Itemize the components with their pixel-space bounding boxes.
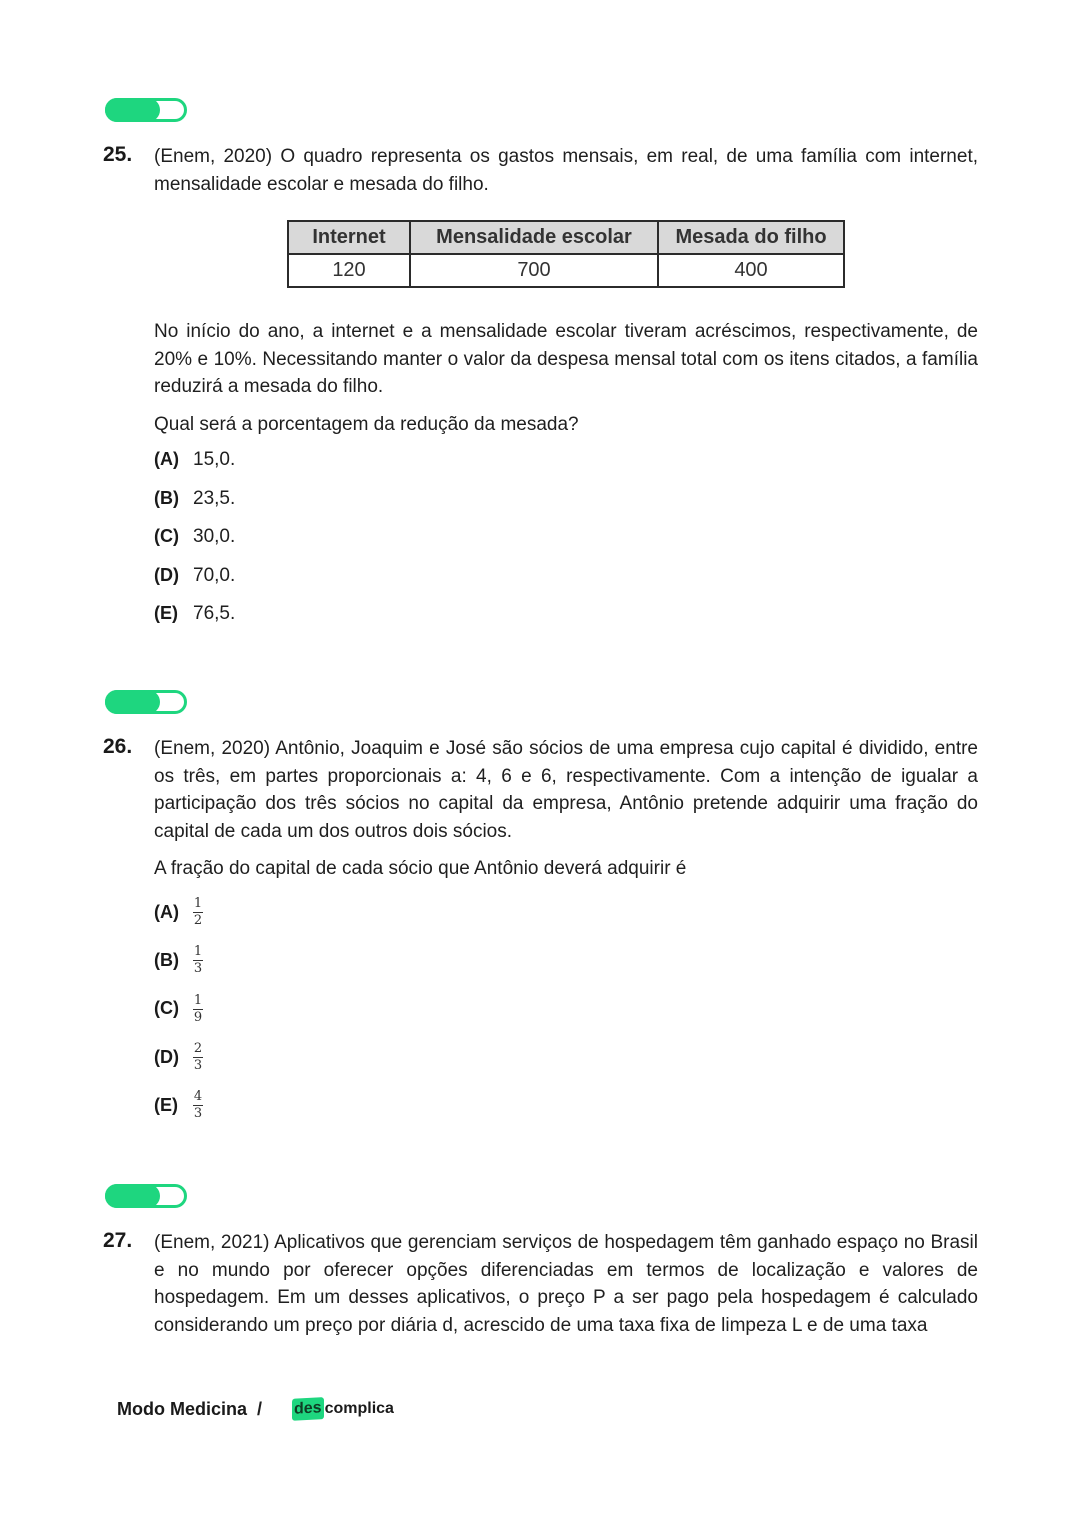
- fraction: $\frac{1}{2}$: [193, 896, 203, 929]
- option-a[interactable]: (A) 15,0.: [154, 449, 236, 471]
- fraction: $\frac{1}{9}$: [193, 992, 203, 1025]
- footer: [117, 1398, 394, 1420]
- question-number: 25.: [103, 143, 133, 166]
- option-c[interactable]: (C) 30,0.: [154, 526, 236, 548]
- question-27: [103, 1229, 978, 1349]
- option-d[interactable]: (D) $\frac{2}{3}$: [154, 1041, 203, 1074]
- table-header: Internet: [288, 221, 410, 254]
- table-header: Mensalidade escolar: [410, 221, 658, 254]
- option-b[interactable]: (B) $\frac{1}{3}$: [154, 944, 203, 977]
- toggle-icon: [105, 1184, 187, 1208]
- table-cell: 120: [288, 254, 410, 287]
- fraction: $\frac{4}{3}$: [193, 1089, 203, 1122]
- table-row: [288, 254, 844, 287]
- table-header: Mesada do filho: [658, 221, 844, 254]
- option-a[interactable]: (A) $\frac{1}{2}$: [154, 896, 203, 929]
- question-prompt: A fração do capital de cada sócio que Antônio deverá adquirir é: [154, 858, 687, 879]
- question-25: [103, 143, 978, 633]
- fraction: $\frac{1}{3}$: [193, 944, 203, 977]
- question-paragraph: No início do ano, a internet e a mensalidade escolar tiveram acréscimos, respectivamente, de 20% e 10%. Necessitando manter o valor da despesa mensal total com os itens citados, a família reduzirá a mesada do filho.: [154, 321, 978, 397]
- option-e[interactable]: (E) 76,5.: [154, 603, 236, 624]
- question-26: [103, 735, 978, 1130]
- toggle-icon: [105, 98, 187, 122]
- course-name: Modo Medicina: [117, 1398, 247, 1419]
- option-d[interactable]: (D) 70,0.: [154, 564, 236, 586]
- question-number: 27.: [103, 1229, 133, 1252]
- question-number: 26.: [103, 735, 133, 758]
- question-intro: (Enem, 2021) Aplicativos que gerenciam serviços de hospedagem têm ganhado espaço no Brasil e no mundo por oferecer opções diferenciadas em termos de localização e valores de hospedagem. Em um desses aplicativos, o preço P a ser pago pela hospedagem é calculado considerando um preço por diária d, acrescido de uma taxa fixa de limpeza L e de uma taxa: [154, 1232, 978, 1336]
- table-cell: 700: [410, 254, 658, 287]
- separator: /: [257, 1398, 263, 1419]
- table-cell: 400: [658, 254, 844, 287]
- question-intro: (Enem, 2020) Antônio, Joaquim e José são sócios de uma empresa cujo capital é dividido, entre os três, em partes proporcionais a: 4, 6 e 6, respectivamente. Com a intenção de igualar a participação dos três sócios no capital da empresa, Antônio pretende adquirir uma fração do capital de cada um dos outros dois sócios.: [154, 738, 978, 842]
- fraction: $\frac{2}{3}$: [193, 1041, 203, 1074]
- expenses-table: [287, 220, 845, 288]
- question-intro: (Enem, 2020) O quadro representa os gastos mensais, em real, de uma família com internet, mensalidade escolar e mesada do filho.: [154, 146, 978, 195]
- toggle-icon: [105, 690, 187, 714]
- descomplica-logo: des complica: [292, 1398, 394, 1420]
- option-c[interactable]: (C) $\frac{1}{9}$: [154, 992, 203, 1025]
- option-e[interactable]: (E) $\frac{4}{3}$: [154, 1089, 203, 1122]
- option-b[interactable]: (B) 23,5.: [154, 487, 236, 509]
- question-prompt: Qual será a porcentagem da redução da mesada?: [154, 413, 579, 435]
